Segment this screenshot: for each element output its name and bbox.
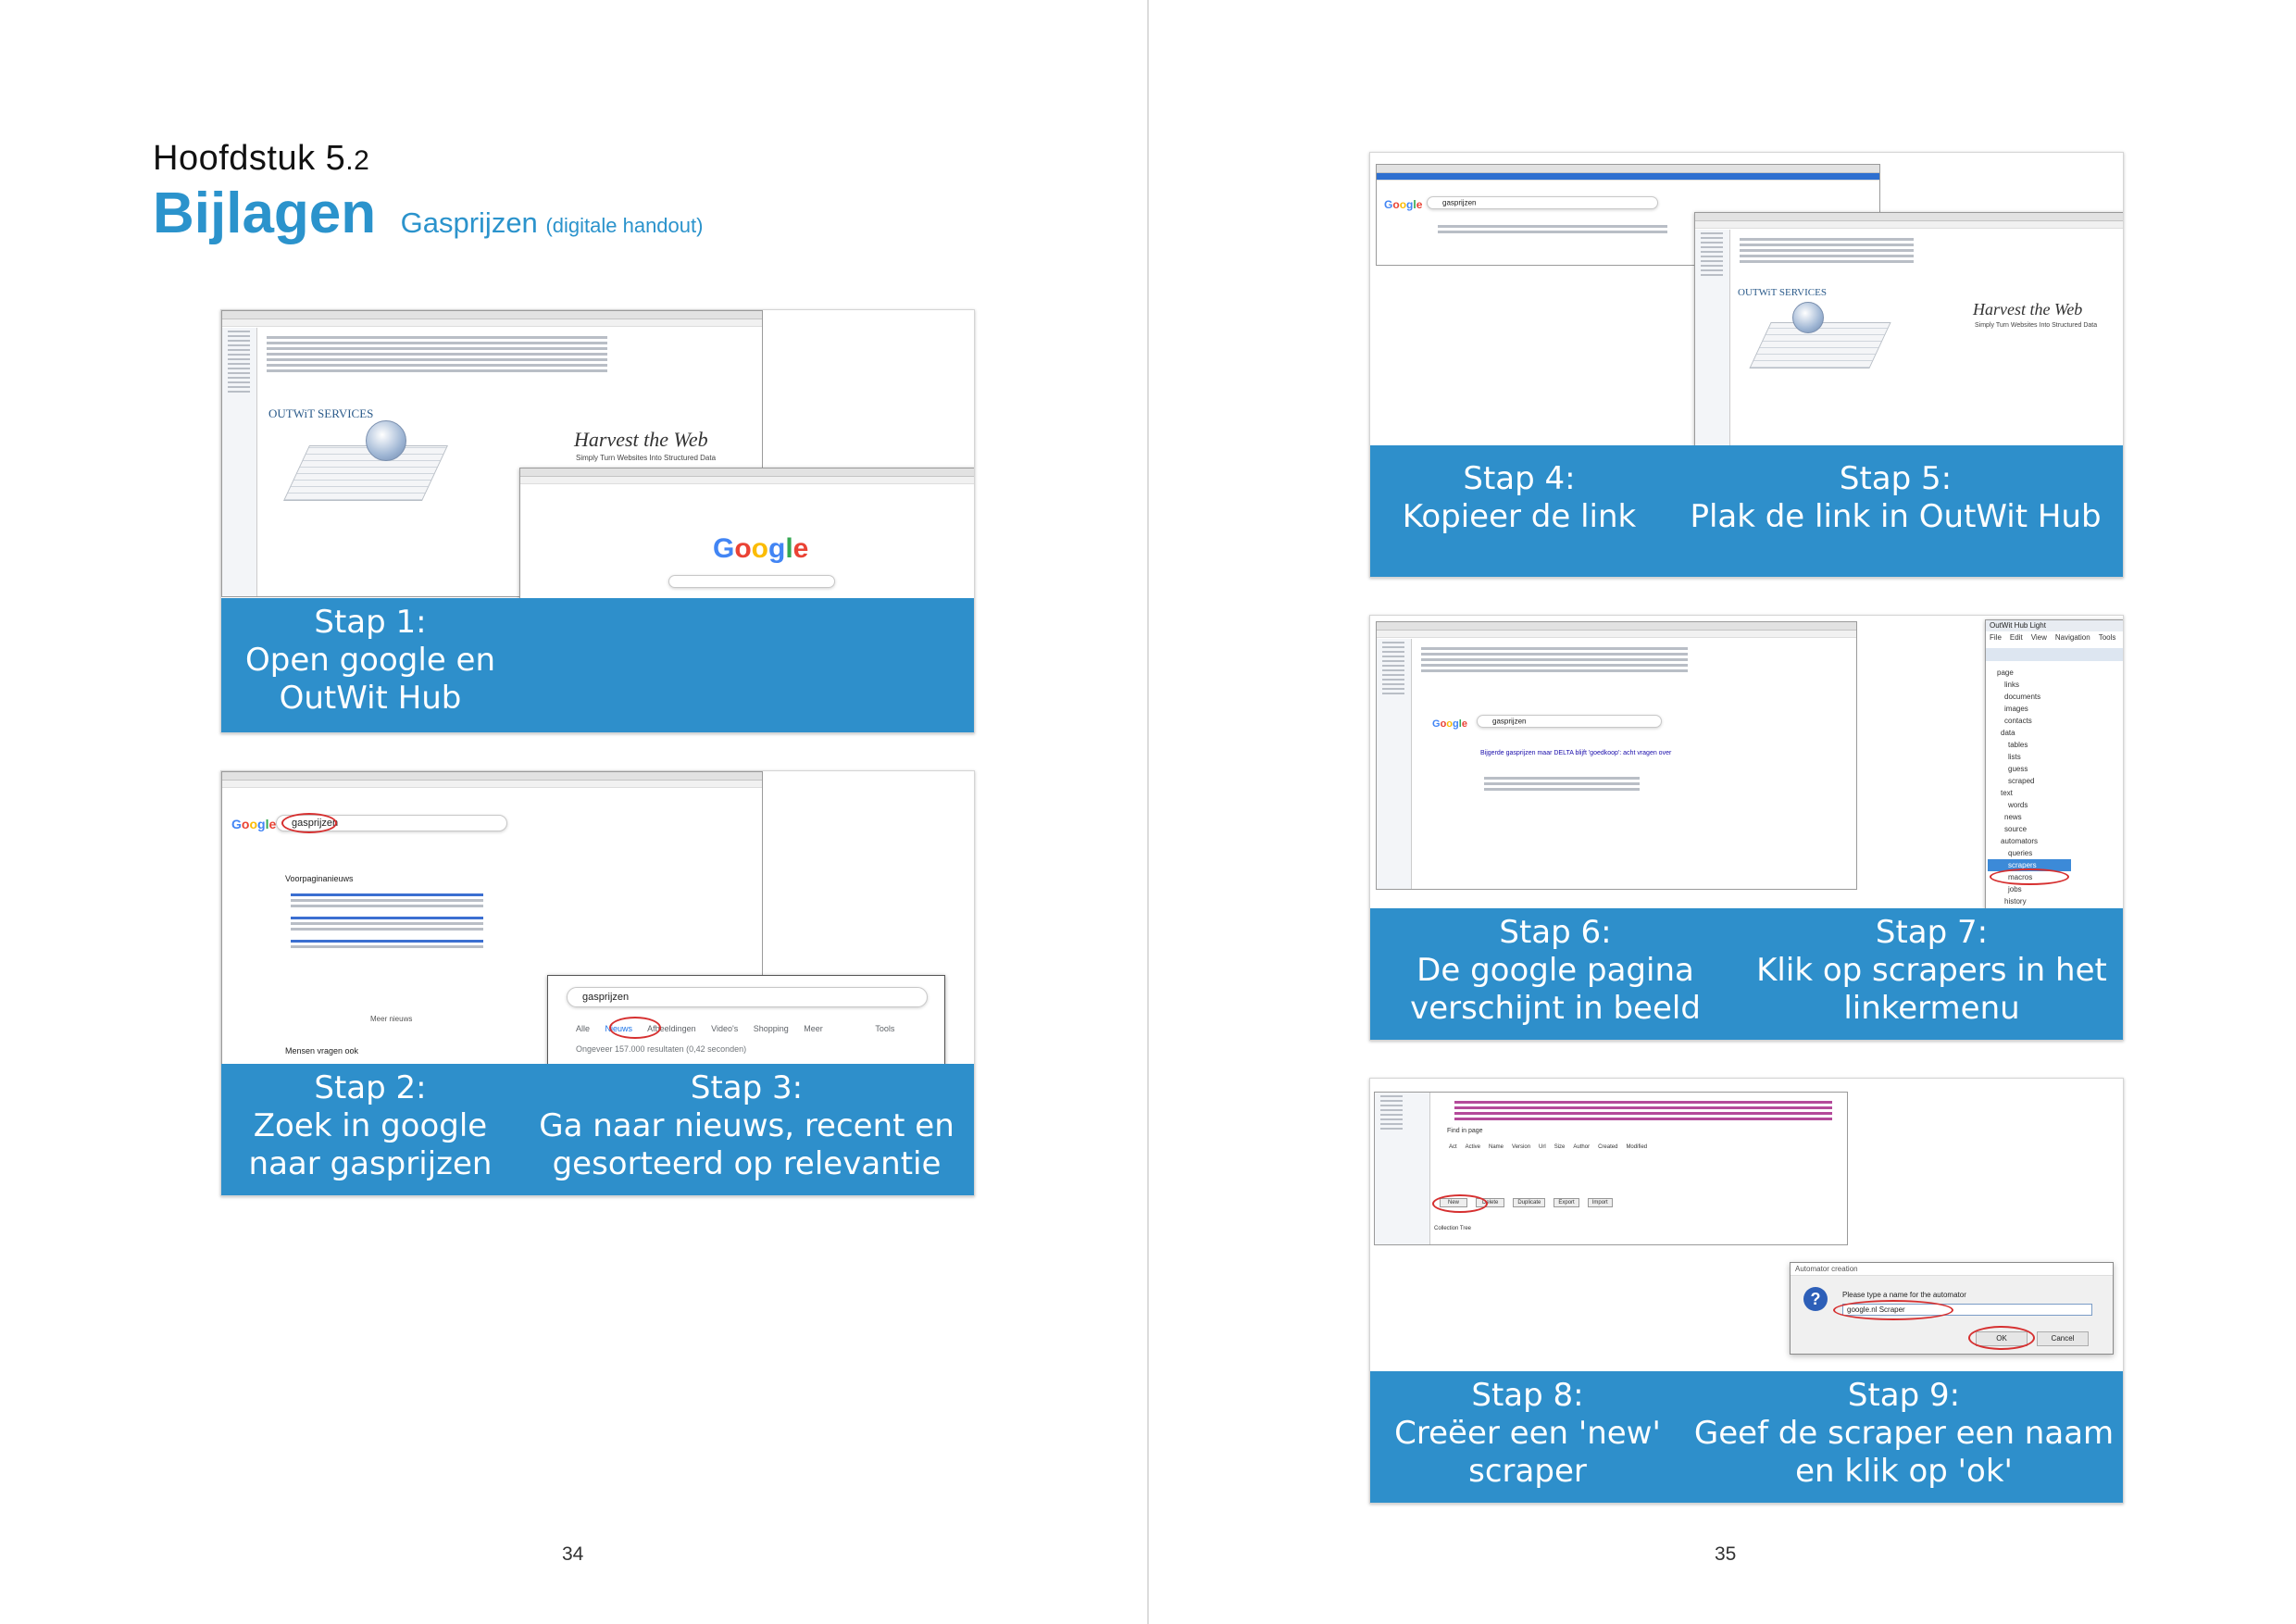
card-step-6-7 <box>1369 615 2124 1041</box>
address-bar <box>520 477 974 484</box>
scraper-columns <box>1449 1144 1655 1150</box>
tree-lists[interactable]: lists <box>2008 753 2021 761</box>
address-bar <box>222 781 762 788</box>
outwit-menubar <box>1990 633 2123 642</box>
caption-step-5-title: Stap 5: <box>1839 460 1953 497</box>
tree-text[interactable]: text <box>2001 789 2013 797</box>
page-subtitle <box>401 206 704 239</box>
tree-words[interactable]: words <box>2008 801 2028 809</box>
result-count: Ongeveer 157.000 resultaten (0,42 seconden) <box>576 1044 747 1054</box>
caption-step-4 <box>1370 445 1668 577</box>
outwit-google-window <box>1376 621 1857 890</box>
selected-address-bar <box>1377 173 1879 181</box>
tree-images[interactable]: images <box>2004 705 2028 713</box>
caption-step-7 <box>1741 908 2123 1040</box>
caption-step-3-line: gesorteerd op relevantie <box>552 1145 942 1182</box>
import-button[interactable]: Import <box>1588 1198 1613 1207</box>
tree-page[interactable]: page <box>1997 668 2014 677</box>
outwit-sidebar <box>222 328 257 596</box>
menu-file[interactable]: File <box>1990 633 2002 642</box>
tree-contacts[interactable]: contacts <box>2004 717 2032 725</box>
col-active: Active <box>1465 1144 1481 1150</box>
caption-step-2 <box>221 1064 519 1195</box>
page-number-left: 34 <box>562 1543 584 1565</box>
news-results <box>285 887 489 955</box>
tree-jobs[interactable]: jobs <box>2008 885 2022 893</box>
caption-band <box>1370 1371 2123 1503</box>
col-act: Act <box>1449 1144 1457 1150</box>
embedded-results <box>1479 770 1645 797</box>
menu-tools[interactable]: Tools <box>2098 633 2116 642</box>
tree-queries[interactable]: queries <box>2008 849 2033 857</box>
caption-band <box>1370 445 2123 577</box>
scraper-editor-window <box>1374 1092 1848 1245</box>
logo-letter: G <box>713 533 735 564</box>
window-titlebar <box>222 311 762 319</box>
copy-query: gasprijzen <box>1442 198 1477 207</box>
harvest-tagline: Simply Turn Websites Into Structured Data <box>576 454 717 462</box>
card-step-8-9 <box>1369 1078 2124 1504</box>
caption-step-2-line: naar gasprijzen <box>248 1145 493 1182</box>
harvest-tagline: Simply Turn Websites Into Structured Data <box>1975 322 2098 329</box>
tree-scrapers[interactable]: scrapers <box>1988 859 2071 871</box>
embedded-search-input[interactable] <box>1477 715 1662 728</box>
tab-videos[interactable]: Video's <box>711 1024 739 1033</box>
globe-icon <box>1792 302 1824 333</box>
caption-step-5-line: Plak de link in OutWit Hub <box>1690 498 2102 535</box>
caption-step-6-line: verschijnt in beeld <box>1410 990 1701 1027</box>
window-titlebar <box>1377 165 1879 173</box>
news-heading: Voorpaginanieuws <box>285 874 354 883</box>
page-title: Bijlagen <box>153 181 377 245</box>
caption-step-1 <box>221 598 519 732</box>
caption-step-8-line: scraper <box>1468 1453 1587 1490</box>
tab-afbeeldingen[interactable]: Afbeeldingen <box>647 1024 696 1033</box>
google-logo-small: Google <box>1432 718 1467 730</box>
outwit-brand: OUTWiT SERVICES <box>268 406 374 420</box>
google-logo <box>713 533 808 565</box>
tree-tables[interactable]: tables <box>2008 741 2028 749</box>
caption-step-4-title: Stap 4: <box>1463 460 1576 497</box>
menu-view[interactable]: View <box>2030 633 2047 642</box>
col-created: Created <box>1598 1144 1618 1150</box>
card-step-1 <box>220 309 975 733</box>
tab-shopping[interactable]: Shopping <box>753 1024 789 1033</box>
outwit-menu-title: OutWit Hub Light <box>1986 620 2123 631</box>
caption-step-1-title: Stap 1: <box>314 604 427 641</box>
harvest-illustration <box>283 445 448 501</box>
caption-step-5 <box>1668 445 2123 577</box>
tab-alle[interactable]: Alle <box>576 1024 591 1033</box>
embedded-query: gasprijzen <box>1492 717 1527 726</box>
caption-step-9-line: Geef de scraper een naam <box>1693 1415 2115 1452</box>
caption-step-7-line: linkermenu <box>1843 990 2020 1027</box>
menu-navigation[interactable]: Navigation <box>2054 633 2090 642</box>
chapter-sub: .2 <box>345 145 370 176</box>
harvest-title: Harvest the Web <box>574 428 708 451</box>
harvest-illustration <box>1749 322 1890 369</box>
window-titlebar <box>1377 622 1856 631</box>
window-titlebar <box>222 772 762 781</box>
tree-automators[interactable]: automators <box>2001 837 2039 845</box>
automator-dialog <box>1790 1262 2114 1355</box>
logo-letter: o <box>734 533 752 564</box>
results-query: gasprijzen <box>292 818 339 829</box>
caption-step-7-title: Stap 7: <box>1875 914 1989 951</box>
tree-data[interactable]: data <box>2001 729 2015 737</box>
subtitle-note: (digitale handout) <box>545 214 704 237</box>
chapter-label: Hoofdstuk 5 <box>153 139 346 178</box>
subtitle-text: Gasprijzen <box>400 206 538 239</box>
source-code-lines <box>1449 1094 1838 1127</box>
tab-meer[interactable]: Meer <box>804 1024 823 1033</box>
caption-spacer <box>519 598 974 732</box>
caption-step-9-title: Stap 9: <box>1847 1377 1961 1414</box>
caption-step-7-line: Klik op scrapers in het <box>1756 952 2107 989</box>
find-in-page[interactable]: Find in page <box>1447 1128 1483 1134</box>
address-bar <box>1695 221 2123 229</box>
caption-step-4-line: Kopieer de link <box>1402 498 1637 535</box>
logo-letter: g <box>768 533 786 564</box>
address-bar <box>222 319 762 327</box>
log-lines <box>1734 231 1919 269</box>
outwit-brand: OUTWiT SERVICES <box>1738 287 1827 298</box>
collection-tree: Collection Tree <box>1434 1226 1472 1231</box>
right-page <box>1149 0 2296 1624</box>
automator-name-input[interactable]: google.nl Scraper <box>1842 1304 2092 1316</box>
caption-step-2-title: Stap 2: <box>314 1069 427 1106</box>
tree-news[interactable]: news <box>2004 813 2022 821</box>
address-bar <box>1377 631 1856 638</box>
embedded-news-item[interactable]: Bijgerde gasprijzen maar DELTA blijft 'goedkoop': acht vragen over <box>1480 750 1672 756</box>
tree-source[interactable]: source <box>2004 825 2028 833</box>
tree-scraped[interactable]: scraped <box>2008 777 2035 785</box>
chapter-heading <box>153 139 369 179</box>
title-row <box>153 181 703 246</box>
question-icon: ? <box>1803 1287 1828 1311</box>
outwit-paste-window <box>1694 212 2123 453</box>
caption-step-1-line: Open google en <box>244 642 496 679</box>
nieuws-highlight-ring <box>609 1017 661 1039</box>
copy-results <box>1432 219 1673 240</box>
tab-nieuws[interactable]: Nieuws <box>605 1024 633 1033</box>
zoomed-query: gasprijzen <box>582 992 630 1003</box>
caption-step-6-line: De google pagina <box>1416 952 1694 989</box>
log-lines <box>261 330 613 379</box>
caption-step-6-title: Stap 6: <box>1499 914 1612 951</box>
tree-documents[interactable]: documents <box>2004 693 2041 701</box>
people-ask: Mensen vragen ook <box>285 1046 359 1056</box>
tree-links[interactable]: links <box>2004 681 2020 689</box>
outwit-sidebar <box>1695 230 1730 452</box>
export-button[interactable]: Export <box>1554 1198 1578 1207</box>
tree-history[interactable]: history <box>2004 897 2027 906</box>
page-number-right: 35 <box>1715 1543 1737 1565</box>
logo-letter: e <box>792 533 809 564</box>
caption-step-3 <box>519 1064 974 1195</box>
new-highlight-ring <box>1432 1194 1488 1213</box>
card-step-4-5 <box>1369 152 2124 578</box>
caption-step-8-title: Stap 8: <box>1471 1377 1584 1414</box>
tree-guess[interactable]: guess <box>2008 765 2028 773</box>
caption-step-9 <box>1685 1371 2123 1503</box>
logo-letter: l <box>785 533 793 564</box>
caption-step-2-line: Zoek in google <box>253 1107 488 1144</box>
cancel-button[interactable]: Cancel <box>2037 1331 2089 1346</box>
window-titlebar <box>520 468 974 477</box>
log-lines <box>1416 641 1693 679</box>
caption-band <box>221 1064 974 1195</box>
col-size: Size <box>1554 1144 1566 1150</box>
caption-step-8-line: Creëer een 'new' <box>1394 1415 1661 1452</box>
caption-step-3-line: Ga naar nieuws, recent en <box>539 1107 955 1144</box>
col-version: Version <box>1512 1144 1531 1150</box>
logo-letter: o <box>751 533 768 564</box>
col-modified: Modified <box>1626 1144 1648 1150</box>
name-highlight-ring <box>1833 1300 1953 1320</box>
ok-button[interactable]: OK <box>1976 1331 2028 1346</box>
tree-macros[interactable]: macros <box>2008 873 2033 881</box>
window-titlebar <box>1695 213 2123 221</box>
caption-band <box>1370 908 2123 1040</box>
scrapers-highlight-ring <box>1990 868 2069 885</box>
dialog-title: Automator creation <box>1791 1263 2113 1276</box>
caption-step-6 <box>1370 908 1741 1040</box>
zoomed-search-input[interactable] <box>567 987 928 1007</box>
copy-search-input[interactable] <box>1427 196 1658 209</box>
col-name: Name <box>1489 1144 1504 1150</box>
caption-step-9-line: en klik op 'ok' <box>1795 1453 2013 1490</box>
card-step-2-3 <box>220 770 975 1196</box>
harvest-title: Harvest the Web <box>1973 300 2083 319</box>
google-logo-small: Google <box>231 817 277 831</box>
dialog-label: Please type a name for the automator <box>1842 1291 1966 1299</box>
col-author: Author <box>1573 1144 1591 1150</box>
caption-step-1-line: OutWit Hub <box>279 680 462 717</box>
menu-edit[interactable]: Edit <box>2009 633 2023 642</box>
duplicate-button[interactable]: Duplicate <box>1513 1198 1545 1207</box>
tab-tools[interactable]: Tools <box>875 1024 895 1033</box>
zoomed-search-panel <box>547 975 945 1068</box>
more-news-link[interactable]: Meer nieuws <box>370 1015 413 1023</box>
google-logo-small: Google <box>1384 198 1423 211</box>
ok-highlight-ring <box>1968 1326 2035 1350</box>
outwit-toolbar <box>1986 648 2123 661</box>
new-button[interactable]: New <box>1440 1198 1467 1207</box>
caption-step-3-title: Stap 3: <box>690 1069 804 1106</box>
outwit-sidebar <box>1377 639 1412 889</box>
col-url: Url <box>1539 1144 1546 1150</box>
highlight-ring <box>281 813 337 833</box>
outwit-sidebar <box>1375 1093 1430 1244</box>
caption-step-8 <box>1370 1371 1685 1503</box>
globe-icon <box>366 420 406 461</box>
delete-button[interactable]: Delete <box>1476 1198 1504 1207</box>
google-search-input[interactable] <box>668 575 835 588</box>
caption-band <box>221 598 974 732</box>
